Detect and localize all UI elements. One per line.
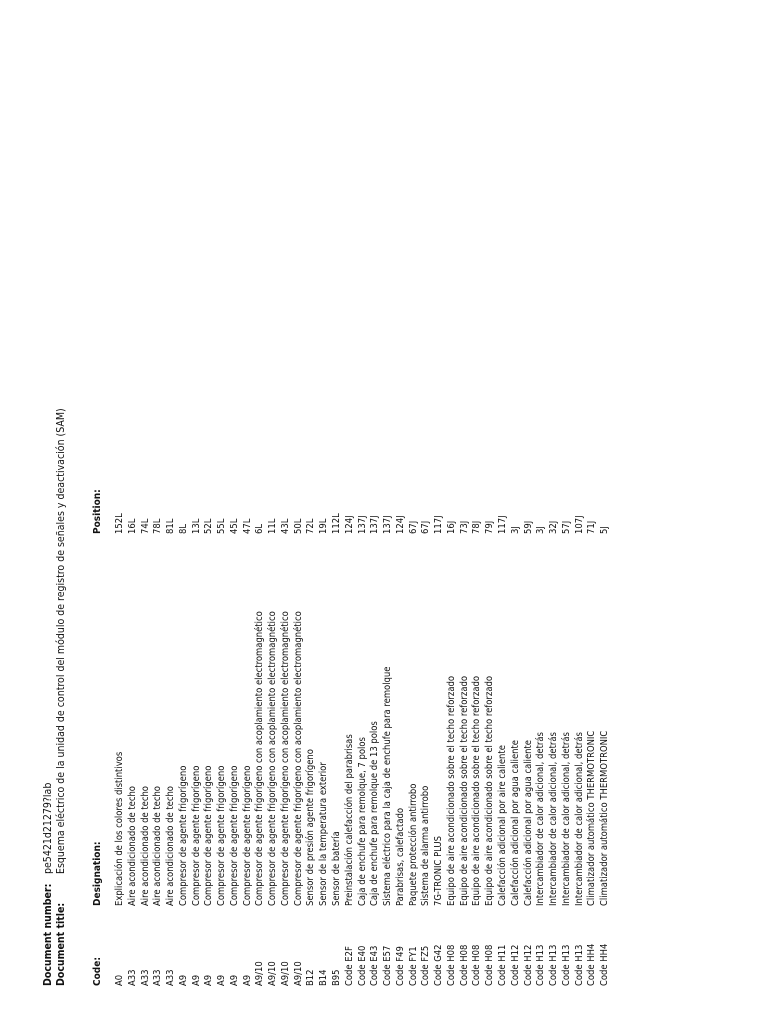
position-cell: 137J — [369, 515, 381, 534]
position-cell: 78J — [471, 520, 483, 534]
position-cell: 32J — [548, 520, 560, 534]
designation-cell: Compresor de agente frigorígeno — [177, 765, 189, 906]
position-cell: 67J — [420, 520, 432, 534]
code-cell: Code H08 — [484, 944, 496, 986]
position-cell: 19L — [318, 518, 330, 534]
code-cell: Code F49 — [394, 946, 406, 986]
code-cell: Code H11 — [496, 944, 508, 986]
document-title-label: Document title: — [55, 902, 67, 986]
designation-cell: Aire acondicionado de techo — [165, 786, 177, 906]
position-cell: 3J — [509, 526, 521, 534]
position-cell: 47L — [241, 518, 253, 534]
position-cell: 50L — [292, 518, 304, 534]
code-cell: B95 — [331, 969, 343, 986]
designation-cell: Calefacción adicional por agua caliente — [509, 740, 521, 906]
code-cell: A33 — [139, 969, 151, 986]
designation-cell: Sensor de la temperatura exterior — [318, 762, 330, 906]
position-cell: 124J — [394, 515, 406, 534]
position-cell: 81L — [165, 518, 177, 534]
position-cell: 71J — [586, 520, 598, 534]
position-cell: 137J — [356, 515, 368, 534]
code-cell: Code H13 — [535, 944, 547, 986]
document-number-label: Document number: — [42, 883, 54, 986]
position-cell: 74L — [139, 518, 151, 534]
position-cell: 78L — [152, 518, 164, 534]
position-cell: 137J — [382, 515, 394, 534]
designation-cell: Aire acondicionado de techo — [126, 786, 138, 906]
code-cell: Code E2F — [343, 946, 355, 986]
code-cell: Code FY1 — [407, 946, 419, 986]
code-cell: A9/10 — [292, 961, 304, 986]
designation-cell: Aire acondicionado de techo — [152, 786, 164, 906]
designation-cell: Caja de enchufe para remolque de 13 polos — [369, 721, 381, 906]
position-cell: 59J — [522, 520, 534, 534]
code-cell: Code E43 — [369, 945, 381, 986]
code-column-header: Code: — [92, 957, 103, 986]
designation-cell: Preinstalación calefacción del parabrisas — [343, 734, 355, 906]
position-column-header: Position: — [92, 489, 103, 534]
designation-cell: Sistema de alarma antirrobo — [420, 785, 432, 906]
code-cell: Code FZ5 — [420, 945, 432, 986]
position-cell: 112L — [331, 513, 343, 534]
code-cell: A9/10 — [254, 961, 266, 986]
code-cell: A9/10 — [279, 961, 291, 986]
designation-cell: Intercambiador de calor adicional, detrás — [560, 732, 572, 906]
position-cell: 152L — [114, 513, 125, 534]
designation-cell: Aire acondicionado de techo — [139, 786, 151, 906]
position-cell: 73J — [458, 520, 470, 534]
code-cell: Code E57 — [382, 945, 394, 986]
position-cell: 43L — [279, 518, 291, 534]
position-cell: 124J — [343, 515, 355, 534]
position-cell: 3J — [535, 526, 547, 534]
position-cell: 55L — [216, 518, 228, 534]
designation-cell: Parabrisas, calefactado — [394, 807, 406, 906]
designation-cell: Calefacción adicional por aire caliente — [496, 745, 508, 906]
code-cell: A9 — [228, 974, 240, 986]
code-cell: Code G42 — [433, 944, 445, 986]
position-cell: 117J — [496, 515, 508, 534]
code-cell: A9 — [203, 974, 215, 986]
position-cell: 16L — [126, 518, 138, 534]
designation-cell: Paquete protección antirrobo — [407, 783, 419, 906]
document-number-value: pe5421d21279?lab — [42, 782, 54, 874]
designation-cell: Explicación de los colores distintivos — [114, 751, 125, 906]
code-cell: Code H08 — [458, 944, 470, 986]
code-cell: A9/10 — [267, 961, 279, 986]
code-cell: Code HH4 — [599, 943, 611, 986]
designation-cell: Sensor de batería — [331, 831, 343, 906]
position-cell: 13L — [190, 518, 202, 534]
designation-cell: Compresor de agente frigorígeno — [241, 765, 253, 906]
code-cell: Code H12 — [509, 944, 521, 986]
designation-cell: Compresor de agente frigorígeno con acoplamiento electromagnético — [292, 611, 304, 906]
code-cell: Code H13 — [548, 944, 560, 986]
designation-cell: Intercambiador de calor adicional, detrás — [548, 732, 560, 906]
designation-cell: Equipo de aire acondicionado sobre el techo reforzado — [458, 675, 470, 906]
document-title-value: Esquema eléctrico de la unidad de control del módulo de registro de señales y deactivación (SAM) — [55, 408, 67, 874]
code-cell: A33 — [165, 969, 177, 986]
designation-cell: Compresor de agente frigorígeno — [203, 765, 215, 906]
code-cell: B12 — [305, 969, 317, 986]
code-cell: Code HH4 — [586, 943, 598, 986]
designation-cell: Climatizador automático THERMOTRONIC — [599, 730, 611, 906]
designation-cell: Compresor de agente frigorígeno — [190, 765, 202, 906]
code-cell: A9 — [241, 974, 253, 986]
designation-cell: 7G-TRONIC PLUS — [433, 836, 445, 906]
code-cell: Code H08 — [471, 944, 483, 986]
position-cell: 6L — [254, 523, 266, 534]
position-cell: 16J — [445, 520, 457, 534]
position-cell: 45L — [228, 518, 240, 534]
designation-cell: Compresor de agente frigorígeno con acoplamiento electromagnético — [279, 611, 291, 906]
designation-cell: Sensor de presión agente frigorígeno — [305, 749, 317, 906]
code-cell: Code H13 — [560, 944, 572, 986]
designation-cell: Equipo de aire acondicionado sobre el techo reforzado — [445, 675, 457, 906]
designation-cell: Equipo de aire acondicionado sobre el techo reforzado — [471, 675, 483, 906]
position-cell: 107J — [573, 515, 585, 534]
code-cell: A9 — [177, 974, 189, 986]
code-cell: Code H08 — [445, 944, 457, 986]
position-cell: 72L — [305, 518, 317, 534]
code-cell: Code E40 — [356, 945, 368, 986]
designation-cell: Compresor de agente frigorígeno — [216, 765, 228, 906]
code-cell: Code H12 — [522, 944, 534, 986]
designation-cell: Calefacción adicional por agua caliente — [522, 740, 534, 906]
code-cell: A33 — [152, 969, 164, 986]
position-cell: 117J — [433, 515, 445, 534]
designation-column-header: Designation: — [92, 841, 103, 906]
code-cell: A0 — [114, 974, 125, 986]
designation-cell: Climatizador automático THERMOTRONIC — [586, 730, 598, 906]
position-cell: 5J — [599, 526, 611, 534]
designation-cell: Compresor de agente frigorígeno con acoplamiento electromagnético — [267, 611, 279, 906]
position-cell: 11L — [267, 518, 279, 534]
designation-cell: Intercambiador de calor adicional, detrás — [573, 732, 585, 906]
designation-cell: Intercambiador de calor adicional, detrás — [535, 732, 547, 906]
designation-cell: Caja de enchufe para remolque, 7 polos — [356, 737, 368, 906]
code-cell: Code H13 — [573, 944, 585, 986]
position-cell: 52L — [203, 518, 215, 534]
designation-cell: Sistema eléctrico para la caja de enchufe para remolque — [382, 666, 394, 906]
position-cell: 57J — [560, 520, 572, 534]
code-cell: B14 — [318, 969, 330, 986]
position-cell: 67J — [407, 520, 419, 534]
designation-cell: Compresor de agente frigorígeno con acoplamiento electromagnético — [254, 611, 266, 906]
position-cell: 8L — [177, 523, 189, 534]
designation-cell: Compresor de agente frigorígeno — [228, 765, 240, 906]
designation-cell: Equipo de aire acondicionado sobre el techo reforzado — [484, 675, 496, 906]
position-cell: 79J — [484, 520, 496, 534]
document-title-row — [55, 408, 68, 986]
code-cell: A9 — [190, 974, 202, 986]
code-cell: A9 — [216, 974, 228, 986]
document-number-row — [42, 782, 55, 986]
code-cell: A33 — [126, 969, 138, 986]
